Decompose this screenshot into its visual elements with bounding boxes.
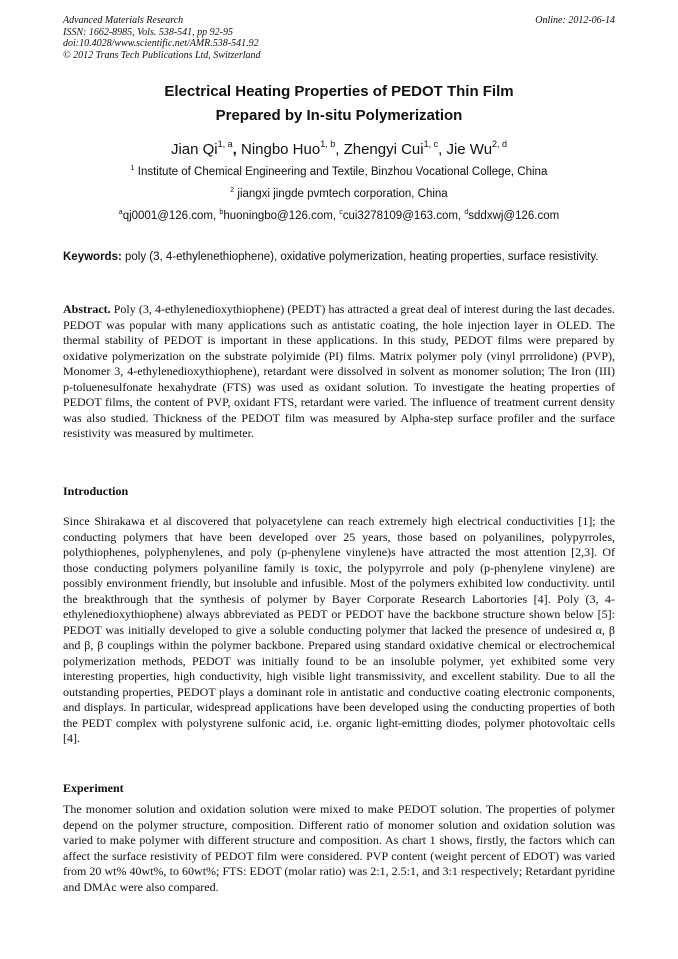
email-list [40,208,638,224]
keywords-text: poly (3, 4-ethylenethiophene), oxidative polymerization, heating properties, surface resistivity. [121,251,599,263]
journal-issn: ISSN: 1662-8985, Vols. 538-541, pp 92-95 [63,26,233,38]
affiliation-text: jiangxi jingde pvmtech corporation, China [237,188,448,200]
author-name: Jian Qi [170,141,218,158]
author-name: Ningbo Huo [240,141,321,158]
experiment-text: The monomer solution and oxidation solution were mixed to make PEDOT solution. The properties of polymer depend on the polymer structure, composition. Different ratio of monomer solution and oxidation solution was varied to make polymer with different structure and composition. As chart 1 shows, firstly, the factors which can affect the surface resistivity of PEDOT film were considered. PVP content (weight percent of EDOT) was varied from 20 wt% 40wt%, to 60wt%; FTS: EDOT (molar ratio) was 2:1, 2.5:1, and 3:1 respectively; Retardant pyridine and DMAc were also compared. [63,802,615,894]
abstract-label: Abstract. [63,302,111,316]
email-address: huoningbo@126.com, [223,210,340,222]
email-address: qj0001@126.com, [122,210,220,222]
journal-doi: doi:10.4028/www.scientific.net/AMR.538-541.92 [63,38,259,49]
email-address: sddxwj@126.com [468,210,560,222]
author-affiliation-mark: 1, b [320,139,336,149]
email-mark: c [339,209,343,216]
email-mark: a [118,209,123,216]
introduction-heading: Introduction [63,484,129,498]
affiliation-number: 2 [230,187,235,194]
affiliation-1 [40,164,638,180]
paper-title [40,80,638,128]
author-name: Jie Wu [446,141,493,158]
author-separator: , [232,141,241,158]
abstract-text: Poly (3, 4-ethylenedioxythiophene) (PEDT) has attracted a great deal of interest during the last decades. PEDOT was popular with many applications such as antistatic coating, the hole injection layer in OLED. The thermal stability of PEDOT is important in these applications. In this study, PEDOT films were prepared by oxidative polymerization on the substrate polyimide (PI) films. Matrix polymer poly (vinyl prrrolidone) (PVP), Monomer 3, 4-ethylenedioxythiophene), retardant were dissolved in solvent as monomer solution; The Iron (III) p-toluenesulfonate hexahydrate (FTS) was used as oxidant solution. To investigate the heating properties of PEDOT films, the content of PVP, oxidant FTS, retardant were varied. The influence of treatment current density was also studied. Thickness of the PEDOT film was measured by Alpha-step surface profiler and the surface resistivity was measured by multimeter. [63,302,615,440]
journal-name: Advanced Materials Research [63,15,184,26]
online-date: Online: 2012-06-14 [535,15,615,26]
title-line-1: Electrical Heating Properties of PEDOT Thin Film [164,83,514,100]
experiment-heading: Experiment [63,781,124,795]
author-separator: , [438,141,447,158]
email-mark: d [464,209,469,216]
keywords-block [63,250,615,264]
author-list [40,140,638,160]
email-mark: b [219,209,224,216]
author-separator: , [335,141,344,158]
author-affiliation-mark: 2, d [492,139,508,149]
author-name: Zhengyi Cui [343,141,424,158]
affiliation-2 [40,186,638,202]
journal-copyright: © 2012 Trans Tech Publications Ltd, Switzerland [63,49,261,61]
affiliation-text: Institute of Chemical Engineering and Textile, Binzhou Vocational College, China [137,166,548,178]
introduction-text: Since Shirakawa et al discovered that polyacetylene can reach extremely high electrical conductivities [1]; the conducting polymers that have been developed over 25 years, those based on polyanilines, polypyrroles, polythiophenes, polyphenylenes, and poly (p-phenylene vinylene)s have attracted the most attention [2,3]. Of those conducting polymers polyaniline family is toxic, the polypyrrole and poly (p-phenylene vinylene) are possibly environment friendly, but insoluble and infusible. Most of the polymers exhibited low conductivity. until the breakthrough that the synthesis of polymer by Bayer Corporate Research Labortories [4]. Poly (3, 4-ethylenedioxythiophene) always abbreviated as PEDT or PEDOT have the backbone structure shown below [5]: PEDOT was initially developed to give a soluble conducting polymer that lacked the presence of undesired α, β and β, β couplings within the polymer backbone. Prepared using standard oxidative chemical or electrochemical polymerization methods, PEDOT was initially found to be an insoluble polymer, yet exhibited some very interesting properties, high conductivity, high visible light transmissivity, and excellent stability. Due to all the outstanding properties, PEDOT plays a dominant role in antistatic and conductive coating electronic components, and displays. In particular, widespread applications have been developed using the conducting properties of both the PEDT complex with polystyrene sulfonic acid, i.e. organic light-emitting diodes, polymer photovoltaic cells [4]. [63,514,615,745]
author-affiliation-mark: 1, c [423,139,439,149]
affiliation-number: 1 [130,165,135,172]
abstract-block [63,302,615,442]
author-affiliation-mark: 1, a [217,139,233,149]
journal-header [63,15,261,61]
keywords-label: Keywords: [63,251,122,263]
email-address: cui3278109@163.com, [342,210,465,222]
title-line-2: Prepared by In-situ Polymerization [215,107,463,124]
